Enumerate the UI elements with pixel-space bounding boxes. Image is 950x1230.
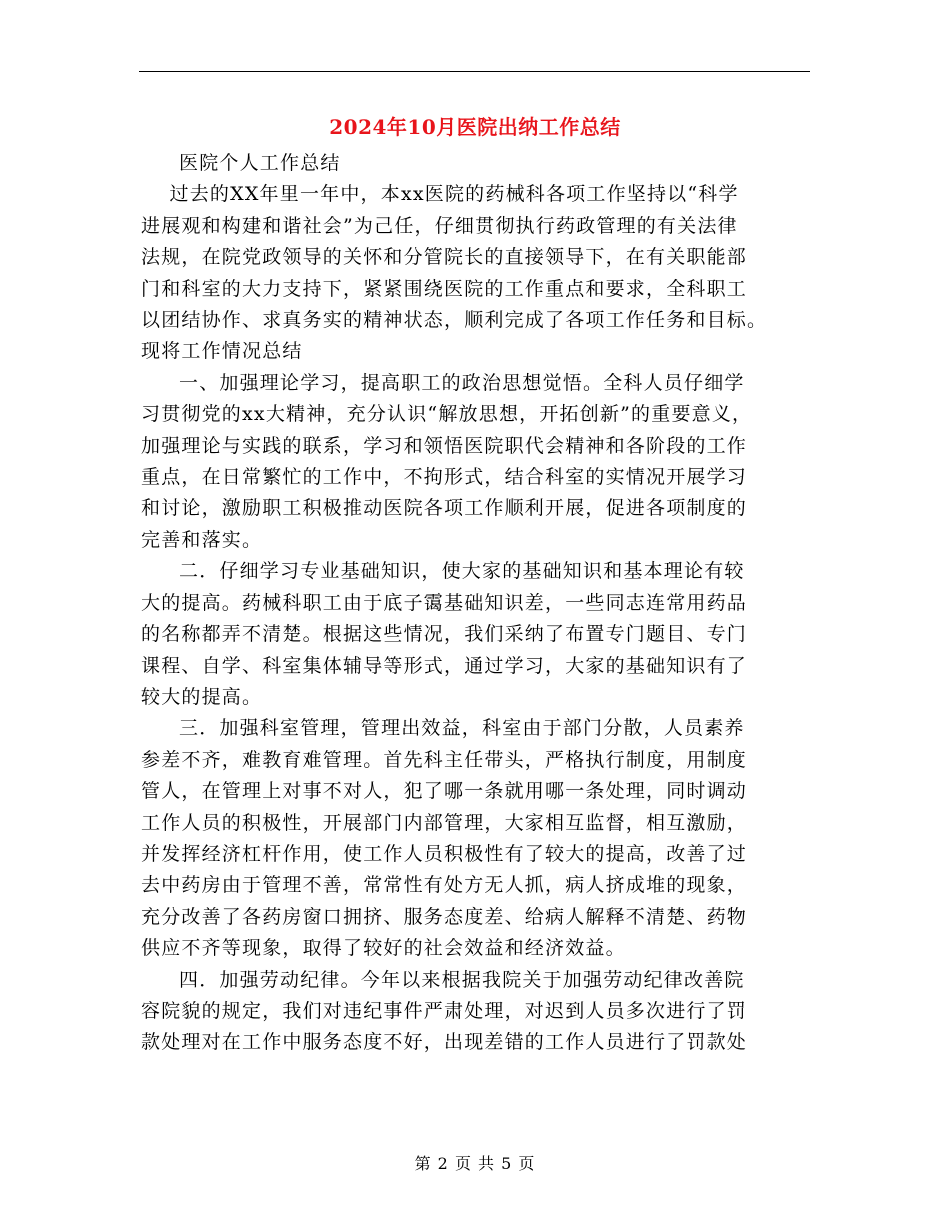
text-line: 二．仔细学习专业基础知识，使大家的基础知识和基本理论有较: [179, 560, 745, 583]
paragraph-section-4: [141, 965, 817, 1059]
text-line: 的名称都弄不清楚。根据这些情况，我们采纳了布置专门题目、专门: [141, 623, 748, 646]
text-line: 进展观和构建和谐社会”为己任，仔细贯彻执行药政管理的有关法律: [141, 214, 738, 237]
text-line: 供应不齐等现象，取得了较好的社会效益和经济效益。: [141, 937, 626, 960]
text-line: 和讨论，激励职工积极推动医院各项工作顺利开展，促进各项制度的: [141, 497, 748, 520]
paragraph-section-3: [141, 713, 817, 964]
text-line: 完善和落实。: [141, 528, 263, 551]
text-line: 四．加强劳动纪律。今年以来根据我院关于加强劳动纪律改善院: [179, 968, 745, 991]
paragraph-section-2: [141, 556, 817, 713]
page-footer: 第 2 页 共 5 页: [414, 1154, 536, 1173]
text-line: 参差不齐，难教育难管理。首先科主任带头，严格执行制度，用制度: [141, 748, 748, 771]
text-line: 以团结协作、求真务实的精神状态，顺利完成了各项工作任务和目标。: [141, 309, 768, 332]
text-line: 大的提高。药械科职工由于底子霭基础知识差，一些同志连常用药品: [141, 591, 748, 614]
document-body: [141, 148, 817, 1059]
text-line: 较大的提高。: [141, 685, 263, 708]
text-line: 一、加强理论学习，提高职工的政治思想觉悟。全科人员仔细学: [179, 371, 745, 394]
text-line: 管人，在管理上对事不对人，犯了哪一条就用哪一条处理，同时调动: [141, 780, 748, 803]
text-line: 容院貌的规定，我们对违纪事件严肃处理，对迟到人员多次进行了罚: [141, 999, 748, 1022]
text-line: 习贯彻党的xx大精神，充分认识“解放思想，开拓创新”的重要意义，: [141, 403, 753, 426]
text-line: 并发挥经济杠杆作用，使工作人员积极性有了较大的提高，改善了过: [141, 842, 748, 865]
text-line: 重点，在日常繁忙的工作中，不拘形式，结合科室的实情况开展学习: [141, 466, 748, 489]
document-subtitle: 医院个人工作总结: [179, 152, 341, 174]
header-rule: [139, 71, 810, 72]
text-line: 工作人员的积极性，开展部门内部管理，大家相互监督，相互激励，: [141, 811, 748, 834]
text-line: 课程、自学、科室集体辅导等形式，通过学习，大家的基础知识有了: [141, 654, 748, 677]
text-line: 现将工作情况总结: [141, 340, 303, 363]
text-line: 法规，在院党政领导的关怀和分管院长的直接领导下，在有关职能部: [141, 246, 748, 269]
text-line: 加强理论与实践的联系，学习和领悟医院职代会精神和各阶段的工作: [141, 434, 748, 457]
text-line: 充分改善了各药房窗口拥挤、服务态度差、给病人解释不清楚、药物: [141, 905, 748, 928]
paragraph-section-1: [141, 368, 817, 556]
paragraph-intro: [141, 179, 817, 367]
document-title: 2024年10月医院出纳工作总结: [329, 115, 621, 139]
text-line: 过去的XX年里一年中，本xx医院的药械科各项工作坚持以“科学: [169, 183, 739, 206]
text-line: 去中药房由于管理不善，常常性有处方无人抓，病人挤成堆的现象，: [141, 874, 748, 897]
text-line: 款处理对在工作中服务态度不好，出现差错的工作人员进行了罚款处: [141, 1031, 748, 1054]
text-line: 门和科室的大力支持下，紧紧围绕医院的工作重点和要求，全科职工: [141, 277, 748, 300]
text-line: 三．加强科室管理，管理出效益，科室由于部门分散，人员素养: [179, 717, 745, 740]
